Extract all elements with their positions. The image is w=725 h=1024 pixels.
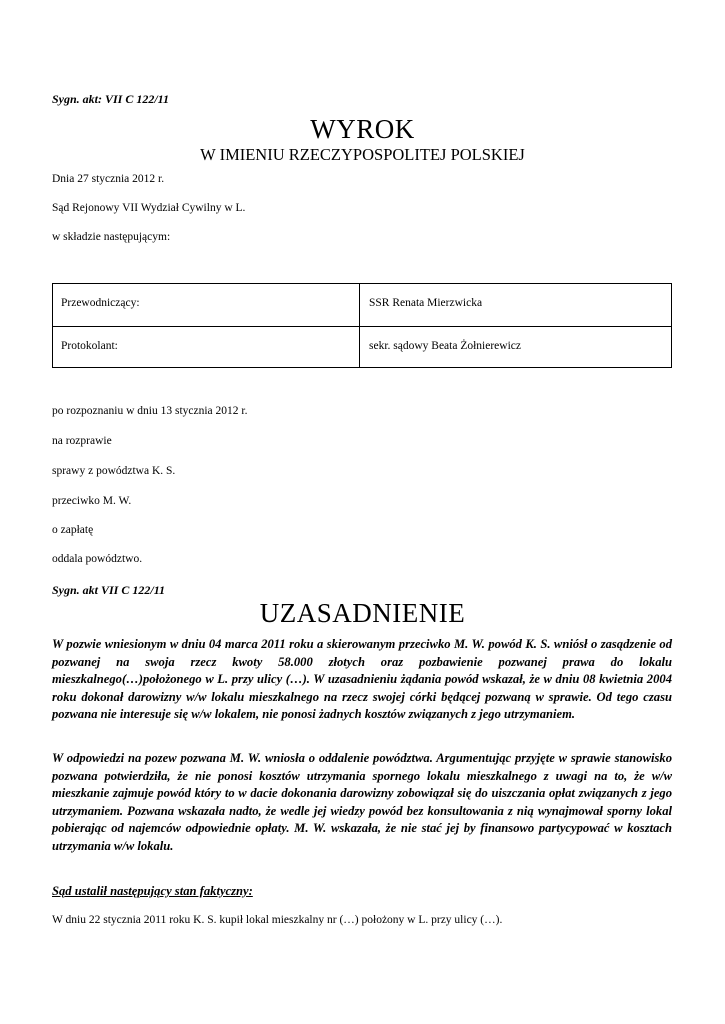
table-row-divider (53, 326, 671, 327)
justification-paragraph-2: W odpowiedzi na pozew pozwana M. W. wniosła o oddalenie powództwa. Argumentując przyjęte w sprawie stanowisko pozwana potwierdziła, że nie ponosi kosztów utrzymania spornego lokalu mieszkalnego z uwagi na to, że w/w mieszkanie zajmuje powód który to w dacie dokonania darowizny zobowiązał się do uiszczania opłat związanych z jego utrzymaniem. Pozwana wskazała nadto, że wedle jej wiedzy powód bez konsultowania z nią wynajmował sporny lokal pobierając od najemców odpowiednie opłaty. M. W. wskazała, że nie stać jej by finansowo partycypować w kosztach utrzymania w/w lokalu. (52, 751, 672, 853)
subject-line: o zapłatę (52, 524, 94, 536)
panel-person-chair: SSR Renata Mierzwicka (369, 297, 483, 309)
court-panel-table (52, 283, 672, 368)
ruling-line: oddala powództwo. (52, 553, 143, 565)
against-line: przeciwko M. W. (52, 495, 132, 507)
justification-signature: Sygn. akt VII C 122/11 (52, 583, 166, 597)
fact-line-1: W dniu 22 stycznia 2011 roku K. S. kupił lokal mieszkalny nr (…) położony w L. przy ulicy (…). (52, 914, 503, 926)
panel-role-chair: Przewodniczący: (61, 297, 140, 309)
justification-paragraph-1: W pozwie wniesionym w dniu 04 marca 2011 roku a skierowanym przeciwko M. W. powód K. S. wniósł o zasądzenie od pozwanej na swoja rzecz kwoty 58.000 złotych oraz pozbawienie pozwanej prawa do lokalu mieszkalnego(…)położonego w L. przy ulicy (…). W uzasadnieniu żądania powód wskazał, że w dniu 08 kwietnia 2004 roku dokonał darowizny w/w lokalu mieszkalnego na rzecz swojej córki będącej pozwaną w sprawie. Od tego czasu pozwana nie interesuje się w/w lokalem, nie ponosi żadnych kosztów związanych z jego utrzymaniem. (52, 637, 672, 722)
panel-person-clerk: sekr. sądowy Beata Żołnierewicz (369, 340, 521, 352)
panel-role-clerk: Protokolant: (61, 340, 118, 352)
composition-label: w składzie następującym: (52, 231, 171, 243)
facts-heading: Sąd ustalił następujący stan faktyczny: (52, 884, 253, 898)
justification-title: UZASADNIENIE (259, 598, 466, 628)
document-title: WYROK (310, 114, 415, 144)
hearing-line: na rozprawie (52, 435, 112, 447)
court-name: Sąd Rejonowy VII Wydział Cywilny w L. (52, 202, 246, 214)
ruling-date: Dnia 27 stycznia 2012 r. (52, 173, 165, 185)
case-line: sprawy z powództwa K. S. (52, 465, 176, 477)
examined-line: po rozpoznaniu w dniu 13 stycznia 2012 r. (52, 405, 248, 417)
document-subtitle: W IMIENIU RZECZYPOSPOLITEJ POLSKIEJ (200, 145, 525, 164)
case-signature: Sygn. akt: VII C 122/11 (52, 92, 170, 106)
table-column-divider (359, 284, 360, 367)
